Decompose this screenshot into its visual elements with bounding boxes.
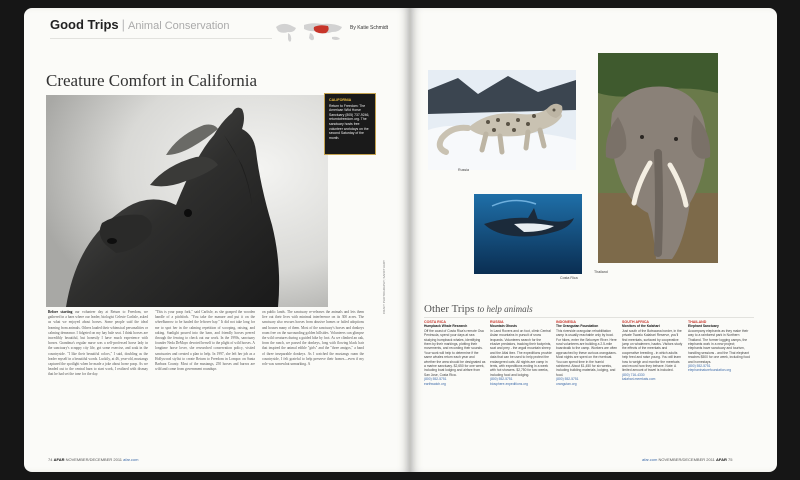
right-page <box>410 8 777 472</box>
other-trips-heading: Other Trips <box>424 303 475 315</box>
article-headline: Creature Comfort in California <box>46 71 258 90</box>
trip-country: THAILAND <box>688 320 707 324</box>
right-brand: AFAR <box>715 457 727 462</box>
info-box-text: Return to Freedom: The American Wild Horse Sanctuary (805) 737-9246, returntofreedom.org. The sanctuary hosts free volunteer workdays on the second Saturday of the month. <box>329 103 370 140</box>
caption-russia: Russia <box>458 168 469 172</box>
trip-indonesia <box>556 320 618 386</box>
trip-title: Monitors of the Kalahari <box>622 324 660 329</box>
trip-text: Just south of the Botswana border, in the private Tswalu Kalahari Reserve, you'll find meerkats, surfaced by cooperative jump on whalemen, hawks. Visitors study the effects of the meerkats and cooperative breeding - in which adults help feed and raise young. You will learn how to weigh and monitor the meerkats and record how they behave. Note: A limited amount of travel is included. <box>622 328 683 373</box>
trip-link[interactable]: elephantnaturefoundation.org <box>688 368 732 373</box>
left-footer <box>48 457 138 462</box>
trip-text: In Land Rovers and on foot, climb Central Asian mountains in pursuit of snow leopards. Volunteers search for the elusive predators, tracking their footprints, scat and prey - the argali mountain sheep and the Altai ibex. The expeditions provide data that can be used to help protect the endangered cats. All nights are camp in tents, with expeditions ending in a week with hot showers. $2,750 for two weeks, including food and lodging. <box>490 328 552 377</box>
trip-phone: (800) 716-4330 <box>622 372 645 377</box>
trip-link[interactable]: earthwatch.org <box>424 381 446 386</box>
trip-text: Accompany elephants as they make their way to a rainforest park in Northern Thailand. The former logging camps, the elephants work in a new project; elephants have sanctuary and tourism, handling sessions - and the Thai elephant reaches $500 for one week, including food and homestays. <box>688 328 750 364</box>
left-issue: NOVEMBER/DECEMBER 2011 <box>65 457 122 462</box>
caption-thailand: Thailand <box>594 270 608 274</box>
other-trips-title <box>424 303 533 315</box>
left-brand: AFAR <box>53 457 65 462</box>
trip-phone: (800) 552-5751 <box>424 377 447 382</box>
trip-phone: (800) 552-5751 <box>490 377 513 382</box>
section-separator: | <box>121 17 126 32</box>
trip-title: The Orangutan Foundation <box>556 324 599 329</box>
trip-russia <box>490 320 552 386</box>
left-page <box>24 8 410 472</box>
trip-south-africa <box>622 320 684 382</box>
dolphin-photo <box>474 194 582 274</box>
right-page-number: 75 <box>728 457 733 462</box>
trip-text: Off the coast of Costa Rica's remote Osa Peninsula, spend your days at sea studying humpback whales, identifying them by their markings, plotting their movements, and recording their sounds. Your work will help to determine if the same whales return each year and whether the area should be designated as a marine sanctuary. $2,650 for one week, including boat lodging and airfare from San Jose, Costa Rica. <box>424 328 486 377</box>
trip-text: This riverside orangutan rehabilitation camp is usually reachable only by boat. For hikes, enter the Sekonyer River. Here rural volunteers are building a 2.5-mile boardwalk to the camp. Workers are often approached by these curious orangutans. Most nights are spent on the riverboat. You can spend time in the humid rainforest. About $1,450 for six weeks, including building materials, lodging, and food. <box>556 328 618 377</box>
trip-costa-rica <box>424 320 486 386</box>
photo-credit: CRAFT PHOTOGRAPHY; SANCTUARY <box>382 260 386 314</box>
info-box-heading: CALIFORNIA <box>329 98 352 102</box>
trip-link[interactable]: kalahari-meerkats.com <box>622 377 656 382</box>
article-column-3-text: on public lands. The sanctuary re-releases the animals and lets them live out their lives with minimal interference on its 300 acres. The sanctuary also rescues horses from abusive homes or failed adoptions and houses many of them. Most of the sanctuary's horses and donkeys roam free on the surrounding golden hillsides. Volunteers can glimpse the wild creatures during a guided hike by foot. As we climbed an oak, from the ranch, we passed the donkeys, long with flowing black hair that inspired the animal edible "girls" and the "three amigos," a band of three inseparable donkeys. As I watched the mustangs roam the countryside, I felt grateful to help preserve their homes—even if my role was somewhat unmarking. A <box>262 310 364 367</box>
left-page-number: 74 <box>48 457 53 462</box>
world-map-icon <box>274 19 346 45</box>
article-lead-in: Before starting <box>48 310 73 314</box>
article-column-1 <box>48 310 148 378</box>
trip-country: INDONESIA <box>556 320 576 324</box>
section-title: Good Trips <box>50 17 119 32</box>
right-footer <box>642 457 732 462</box>
trip-phone: (800) 552-5751 <box>688 364 711 369</box>
article-column-1-text: our volunteer day at Return to Freedom, we gathered in a barn where our leader, biologist Celeste Carlisle, asked us what we enjoyed about horses. Some people said the ideal learning from animals. Others lauded their whimsical personalities or calming demeanor. I fidgeted on my hay bale seat. I think horses are incredibly beautiful, but honestly I have much experience with horses. Grandma's regular nurse was a self-professed horse lady in the sanctuary's scrappy city life, got some exercise, and soak in the countryside. "I like their beautiful colors," I said, doubling as the leader myself in a beautiful words. Luckily, at 46, year-old, mustangs captured the spotlight when he made a joke about horse poop. As we headed out to the central barn to start work, I realized with dismay that he had set the tone for the day. <box>48 310 148 377</box>
trip-title: Humpback Whale Research <box>424 324 468 329</box>
elephant-photo <box>598 53 718 263</box>
trip-title: Mountain Ghosts <box>490 324 517 329</box>
article-column-2 <box>155 310 255 372</box>
trip-link[interactable]: biosphere-expeditions.org <box>490 381 528 386</box>
section-subtitle: Animal Conservation <box>128 20 230 32</box>
article-column-2-text: "This is your poop fork," said Carlisle, as she grasped the wooden handle of a pitchfork. "You take the manure and put it on the wheelbarrow to be hauled the leftover hay." It did not take long for me to spot her in the calming repetition of scooping, raising, and raking. Sunlight poured into the barn, and friendly horses peered through the fencing to check out our work. In the 1990s, sanctuary founder Neda DeMayo devoted herself to the plight of wild horses. A longtime horse lover, she researched conservation policy, visited sanctuaries and created a plan to help. In 1997, she left her job as a Hollywood stylist to create Return to Freedom in Lompoc on Santa Barbara County. Most of the mustangs, 250 horses and burros are wild and come from government roundups <box>155 310 255 372</box>
trip-phone: (800) 552-5751 <box>556 377 579 382</box>
info-box <box>324 93 376 155</box>
right-issue: NOVEMBER/DECEMBER 2011 <box>658 457 715 462</box>
trip-country: RUSSIA <box>490 320 504 324</box>
right-url[interactable]: afar.com <box>642 457 658 462</box>
trip-country: COSTA RICA <box>424 320 446 324</box>
horse-photo <box>46 95 328 307</box>
trip-country: SOUTH AFRICA <box>622 320 650 324</box>
trip-title: Elephant Sanctuary <box>688 324 719 329</box>
other-trips-subheading: to help animals <box>477 304 533 314</box>
snow-leopard-photo <box>428 70 576 170</box>
section-header <box>50 17 230 32</box>
other-trips-rule <box>424 317 754 318</box>
header-rule <box>50 38 272 39</box>
trip-link[interactable]: orangutan.org <box>556 381 577 386</box>
article-column-3 <box>262 310 364 367</box>
left-url[interactable]: afar.com <box>123 457 139 462</box>
byline: By Katie Schmidt <box>350 25 389 31</box>
trip-thailand <box>688 320 750 373</box>
caption-costa-rica: Costa Rica <box>560 276 578 280</box>
